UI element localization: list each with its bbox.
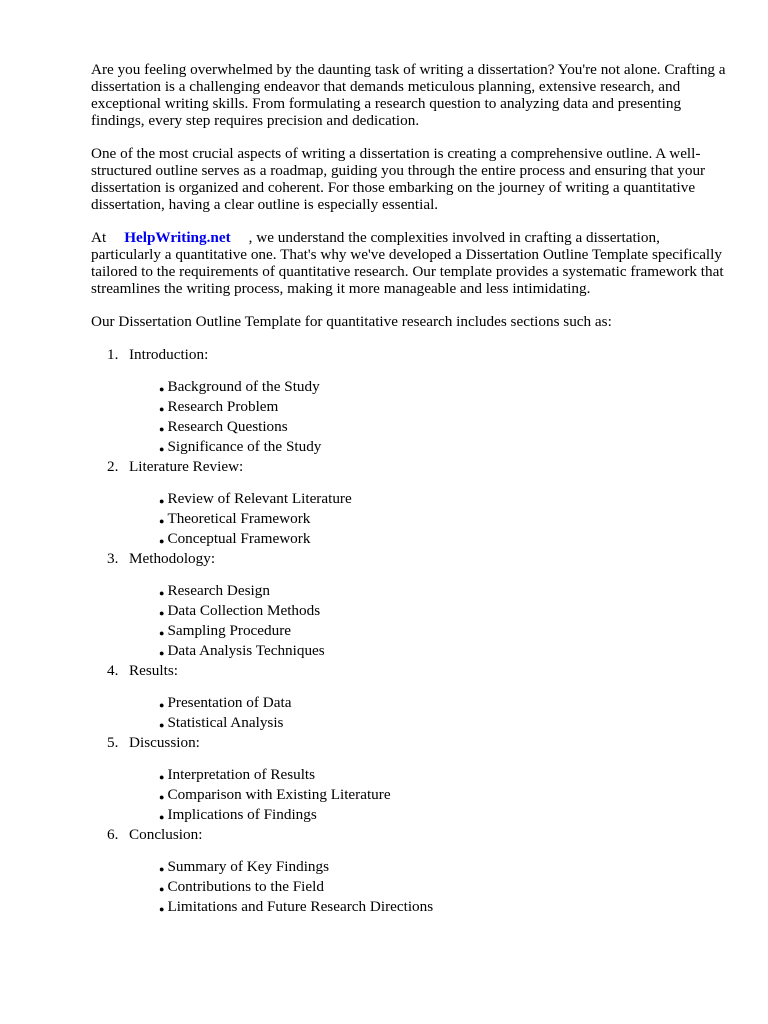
list-item	[159, 510, 731, 530]
bullet-icon: ●	[159, 864, 165, 874]
bullet-icon: ●	[159, 424, 165, 434]
section-title: Results:	[129, 662, 178, 679]
list-item	[159, 490, 731, 510]
list-item-label: Data Analysis Techniques	[167, 642, 325, 659]
list-item-label: Limitations and Future Research Directions	[167, 898, 434, 915]
section-number: 5.	[107, 734, 119, 751]
section-items	[129, 490, 731, 550]
list-item	[159, 582, 731, 602]
section-title: Discussion:	[129, 734, 200, 751]
bullet-icon: ●	[159, 496, 165, 506]
list-item	[159, 786, 731, 806]
template-intro-paragraph: Our Dissertation Outline Template for quantitative research includes sections such as:	[91, 313, 612, 330]
document-page	[91, 61, 731, 918]
bullet-icon: ●	[159, 792, 165, 802]
bullet-icon: ●	[159, 648, 165, 658]
intro-paragraph: Are you feeling overwhelmed by the daunting task of writing a dissertation? You're not alone. Crafting a dissertation is a challenging endeavor that demands meticulous planning, extensive research, and exceptional writing skills. From formulating a research question to analyzing data and presenting findings, every step requires precision and dedication.	[91, 61, 726, 129]
list-item	[159, 714, 731, 734]
bullet-icon: ●	[159, 536, 165, 546]
section-items	[129, 582, 731, 662]
bullet-icon: ●	[159, 772, 165, 782]
list-item	[159, 438, 731, 458]
bullet-icon: ●	[159, 444, 165, 454]
section-number: 4.	[107, 662, 119, 679]
list-item-label: Sampling Procedure	[167, 622, 292, 639]
list-item	[159, 806, 731, 826]
list-item	[159, 898, 731, 918]
helpwriting-link[interactable]: HelpWriting.net	[124, 229, 231, 246]
list-item-label: Data Collection Methods	[167, 602, 321, 619]
list-item-label: Research Design	[167, 582, 270, 599]
bullet-icon: ●	[159, 608, 165, 618]
section-title: Literature Review:	[129, 458, 244, 475]
list-item	[159, 530, 731, 550]
section-title: Conclusion:	[129, 826, 203, 843]
outline-section	[107, 346, 731, 458]
outline-section	[107, 734, 731, 826]
list-item	[159, 602, 731, 622]
service-prefix: At	[91, 229, 107, 246]
bullet-icon: ●	[159, 588, 165, 598]
bullet-icon: ●	[159, 884, 165, 894]
section-title: Methodology:	[129, 550, 216, 567]
bullet-icon: ●	[159, 700, 165, 710]
list-item-label: Comparison with Existing Literature	[167, 786, 391, 803]
outline-section	[107, 662, 731, 734]
outline-section	[107, 826, 731, 918]
service-text: , we understand the complexities involved in crafting a dissertation, particularly a quantitative one. That's why we've developed a Dissertation Outline Template specifically tailored to the requirements of quantitative research. Our template provides a systematic framework that streamlines the writing process, making it more manageable and less intimidating.	[91, 229, 724, 297]
list-item-label: Presentation of Data	[167, 694, 292, 711]
list-item-label: Interpretation of Results	[167, 766, 316, 783]
list-item	[159, 878, 731, 898]
list-item-label: Research Questions	[167, 418, 288, 435]
section-items	[129, 694, 731, 734]
section-title: Introduction:	[129, 346, 209, 363]
list-item	[159, 622, 731, 642]
list-item-label: Background of the Study	[167, 378, 320, 395]
list-item-label: Contributions to the Field	[167, 878, 324, 895]
section-number: 6.	[107, 826, 119, 843]
section-number: 2.	[107, 458, 119, 475]
section-items	[129, 766, 731, 826]
outline-section	[107, 550, 731, 662]
list-item	[159, 378, 731, 398]
list-item-label: Conceptual Framework	[167, 530, 311, 547]
list-item-label: Research Problem	[167, 398, 279, 415]
bullet-icon: ●	[159, 516, 165, 526]
list-item	[159, 694, 731, 714]
section-items	[129, 378, 731, 458]
bullet-icon: ●	[159, 404, 165, 414]
outline-importance-paragraph: One of the most crucial aspects of writing a dissertation is creating a comprehensive outline. A well-structured outline serves as a roadmap, guiding you through the entire process and ensuring that your dissertation is organized and coherent. For those embarking on the journey of writing a quantitative dissertation, having a clear outline is especially essential.	[91, 145, 706, 213]
section-number: 1.	[107, 346, 119, 363]
list-item-label: Significance of the Study	[167, 438, 322, 455]
bullet-icon: ●	[159, 812, 165, 822]
list-item-label: Implications of Findings	[167, 806, 317, 823]
list-item	[159, 858, 731, 878]
bullet-icon: ●	[159, 720, 165, 730]
list-item	[159, 418, 731, 438]
list-item-label: Summary of Key Findings	[167, 858, 330, 875]
list-item	[159, 766, 731, 786]
list-item-label: Statistical Analysis	[167, 714, 284, 731]
service-paragraph	[91, 229, 731, 297]
outline-list	[91, 346, 731, 918]
list-item-label: Review of Relevant Literature	[167, 490, 352, 507]
list-item-label: Theoretical Framework	[167, 510, 311, 527]
section-items	[129, 858, 731, 918]
list-item	[159, 642, 731, 662]
list-item	[159, 398, 731, 418]
bullet-icon: ●	[159, 904, 165, 914]
section-number: 3.	[107, 550, 119, 567]
bullet-icon: ●	[159, 384, 165, 394]
outline-section	[107, 458, 731, 550]
bullet-icon: ●	[159, 628, 165, 638]
